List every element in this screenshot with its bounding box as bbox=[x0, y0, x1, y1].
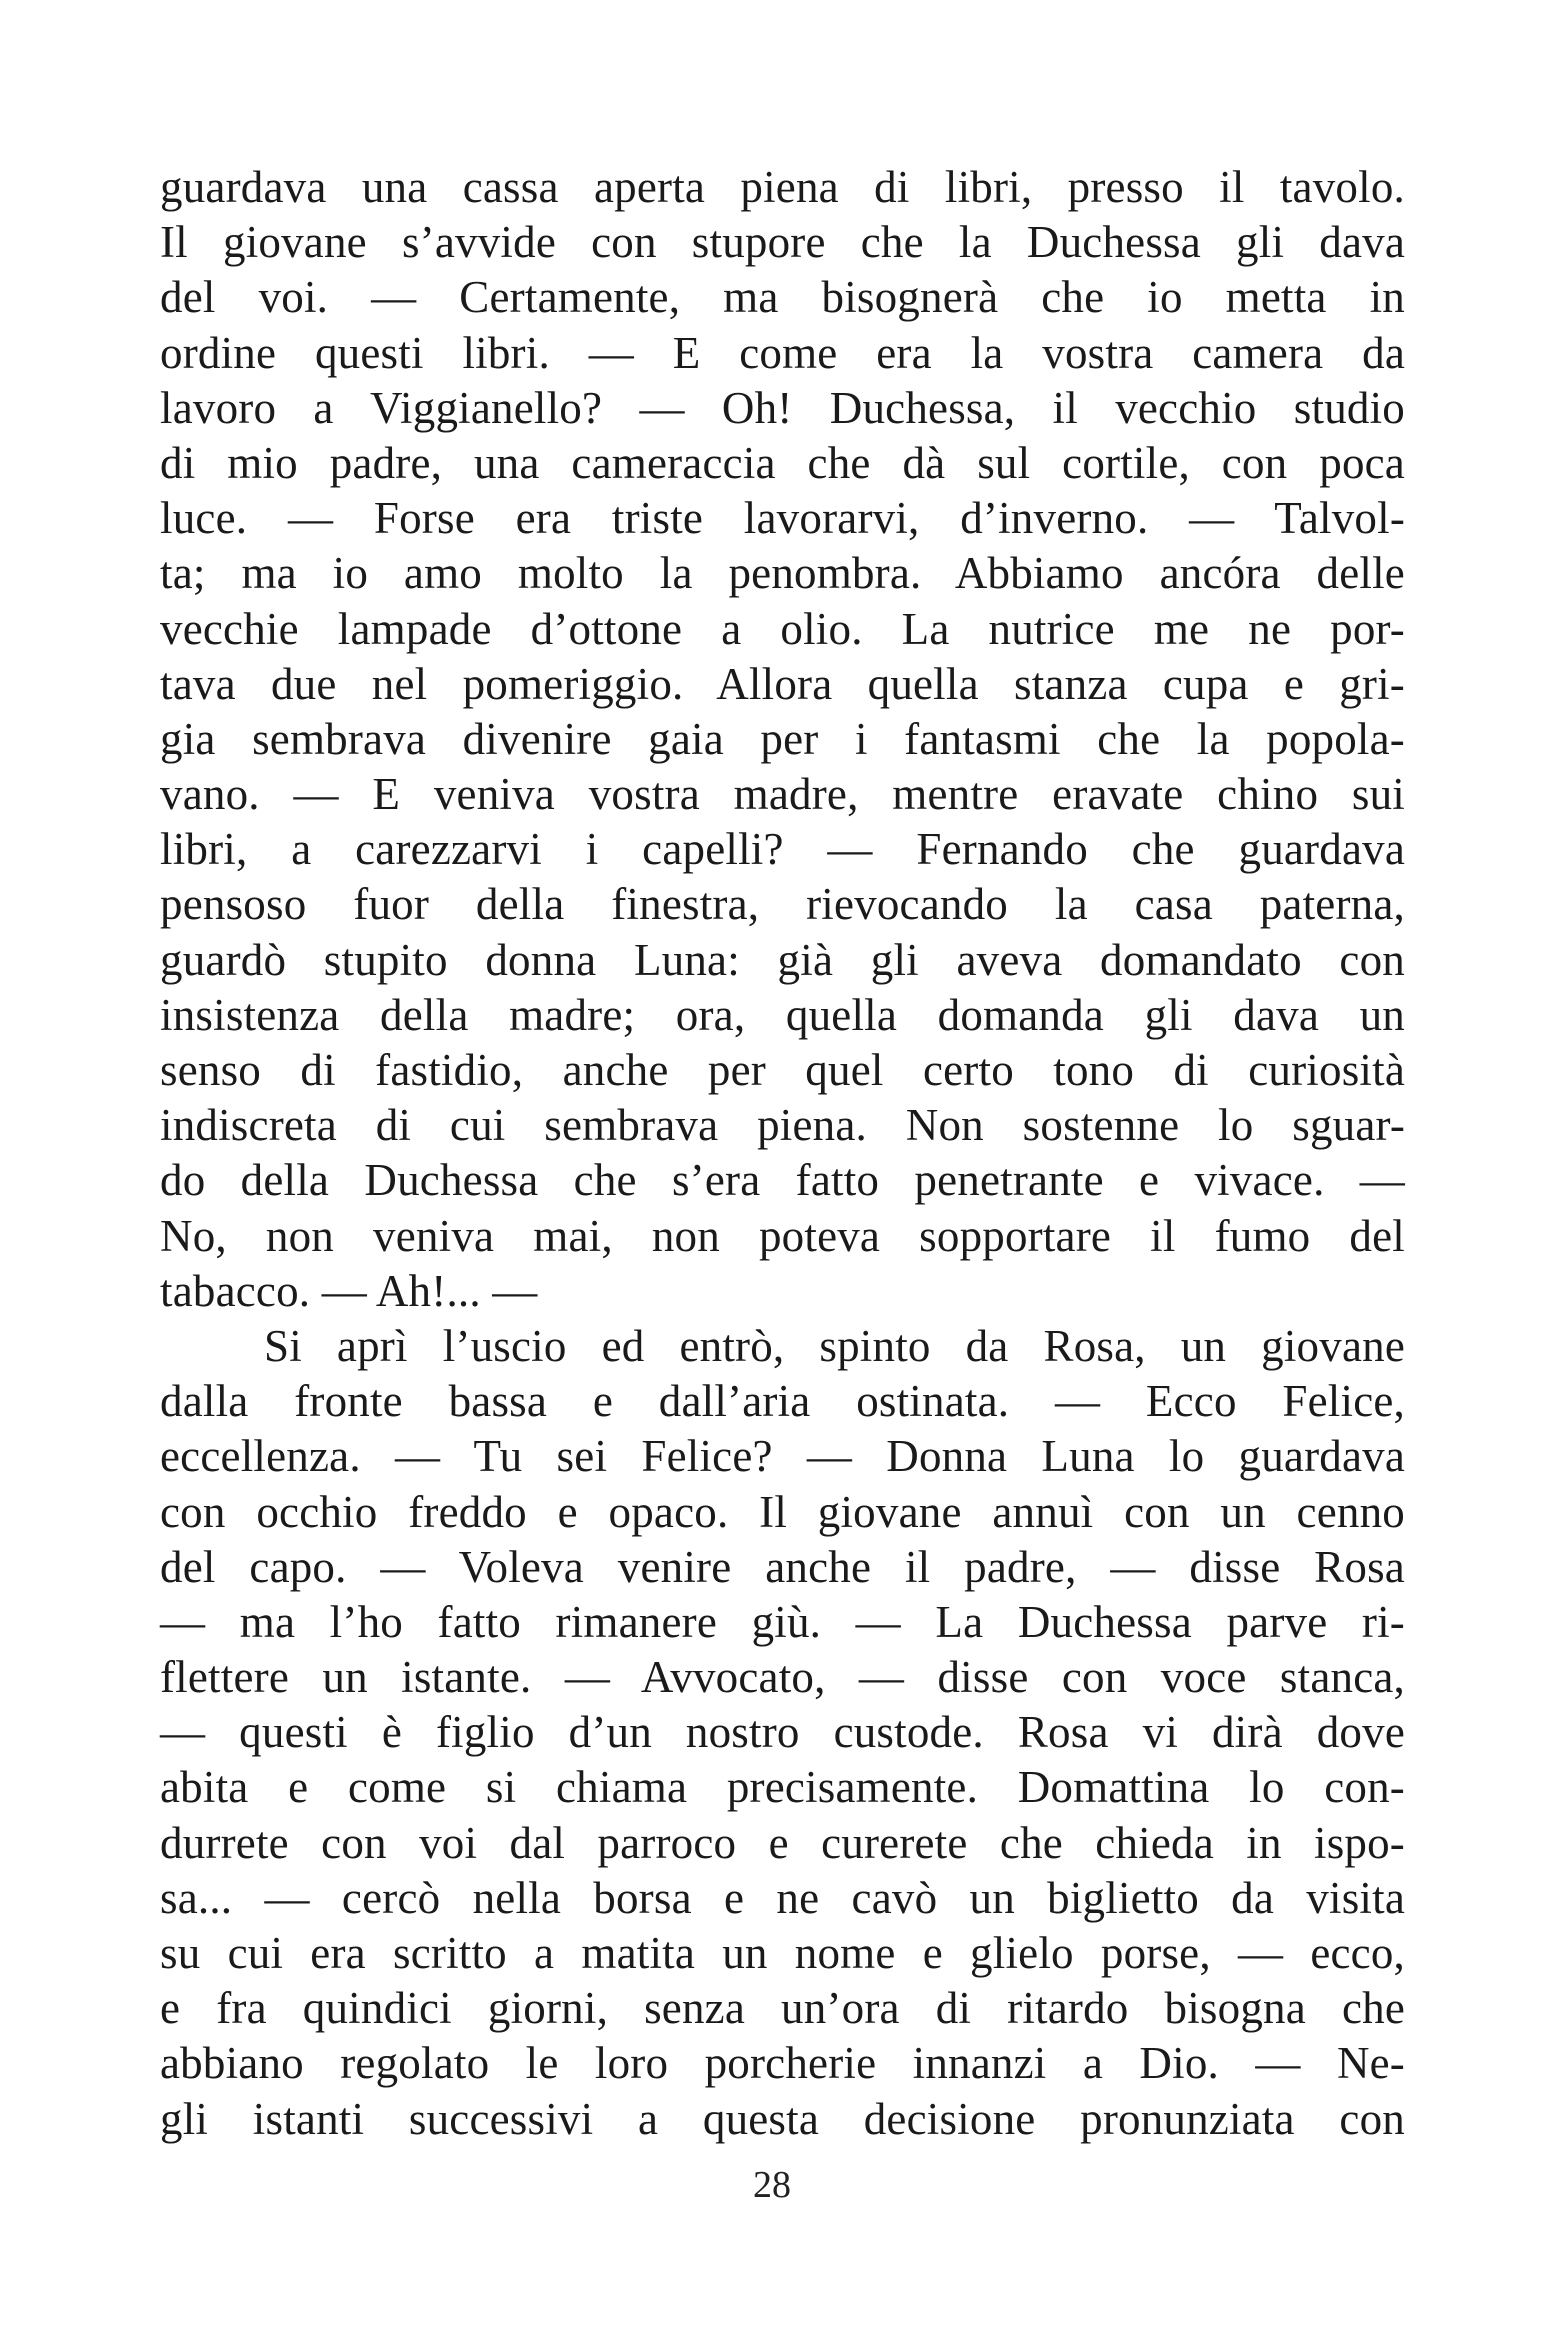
text-line: tava due nel pomeriggio. Allora quella stanza cupa e gri- bbox=[160, 658, 1405, 709]
text-line: Il giovane s’avvide con stupore che la Duchessa gli dava bbox=[160, 217, 1405, 268]
text-line: del voi. — Certamente, ma bisognerà che io metta in bbox=[160, 272, 1405, 323]
text-line: abita e come si chiama precisamente. Domattina lo con- bbox=[160, 1762, 1405, 1813]
text-line: di mio padre, una cameraccia che dà sul cortile, con poca bbox=[160, 437, 1405, 488]
text-line: dalla fronte bassa e dall’aria ostinata. — Ecco Felice, bbox=[160, 1376, 1405, 1427]
text-line: No, non veniva mai, non poteva sopportare il fumo del bbox=[160, 1210, 1405, 1261]
text-line: vecchie lampade d’ottone a olio. La nutrice me ne por- bbox=[160, 603, 1405, 654]
text-line: sa... — cercò nella borsa e ne cavò un biglietto da visita bbox=[160, 1872, 1405, 1923]
text-line: gia sembrava divenire gaia per i fantasmi che la popola- bbox=[160, 713, 1405, 764]
text-line: ta; ma io amo molto la penombra. Abbiamo ancóra delle bbox=[160, 548, 1405, 599]
text-line: pensoso fuor della finestra, rievocando la casa paterna, bbox=[160, 879, 1405, 930]
text-line: do della Duchessa che s’era fatto penetrante e vivace. — bbox=[160, 1155, 1405, 1206]
text-line: libri, a carezzarvi i capelli? — Fernando che guardava bbox=[160, 824, 1405, 875]
text-line: — questi è figlio d’un nostro custode. Rosa vi dirà dove bbox=[160, 1707, 1405, 1758]
text-line: flettere un istante. — Avvocato, — disse con voce stanca, bbox=[160, 1652, 1405, 1703]
text-line: tabacco. — Ah!... — bbox=[160, 1265, 538, 1316]
text-line: vano. — E veniva vostra madre, mentre eravate chino sui bbox=[160, 769, 1405, 820]
text-line: durrete con voi dal parroco e curerete che chieda in ispo- bbox=[160, 1817, 1405, 1868]
text-line: con occhio freddo e opaco. Il giovane annuì con un cenno bbox=[160, 1486, 1405, 1537]
text-line: insistenza della madre; ora, quella domanda gli dava un bbox=[160, 989, 1405, 1040]
text-line: su cui era scritto a matita un nome e glielo porse, — ecco, bbox=[160, 1928, 1405, 1978]
text-line: indiscreta di cui sembrava piena. Non sostenne lo sguar- bbox=[160, 1100, 1405, 1151]
text-line: guardava una cassa aperta piena di libri, presso il tavolo. bbox=[160, 162, 1405, 212]
text-line: senso di fastidio, anche per quel certo tono di curiosità bbox=[160, 1045, 1405, 1095]
text-line: eccellenza. — Tu sei Felice? — Donna Luna lo guardava bbox=[160, 1431, 1405, 1482]
text-line: lavoro a Viggianello? — Oh! Duchessa, il vecchio studio bbox=[160, 382, 1405, 433]
text-line: luce. — Forse era triste lavorarvi, d’inverno. — Talvol- bbox=[160, 493, 1405, 544]
page-number: 28 bbox=[753, 2164, 791, 2206]
text-line: ordine questi libri. — E come era la vostra camera da bbox=[160, 327, 1405, 378]
text-line: del capo. — Voleva venire anche il padre, — disse Rosa bbox=[160, 1541, 1405, 1592]
text-line: — ma l’ho fatto rimanere giù. — La Duchessa parve ri- bbox=[160, 1596, 1405, 1647]
text-line: guardò stupito donna Luna: già gli aveva domandato con bbox=[160, 934, 1405, 985]
body-text bbox=[160, 160, 1405, 2147]
text-line: gli istanti successivi a questa decisione pronunziata con bbox=[160, 2093, 1405, 2144]
paragraph-start-line: Si aprì l’uscio ed entrò, spinto da Rosa, un giovane bbox=[264, 1320, 1405, 1371]
text-line: e fra quindici giorni, senza un’ora di ritardo bisogna che bbox=[160, 1983, 1405, 2034]
text-line: abbiano regolato le loro porcherie innanzi a Dio. — Ne- bbox=[160, 2038, 1405, 2089]
